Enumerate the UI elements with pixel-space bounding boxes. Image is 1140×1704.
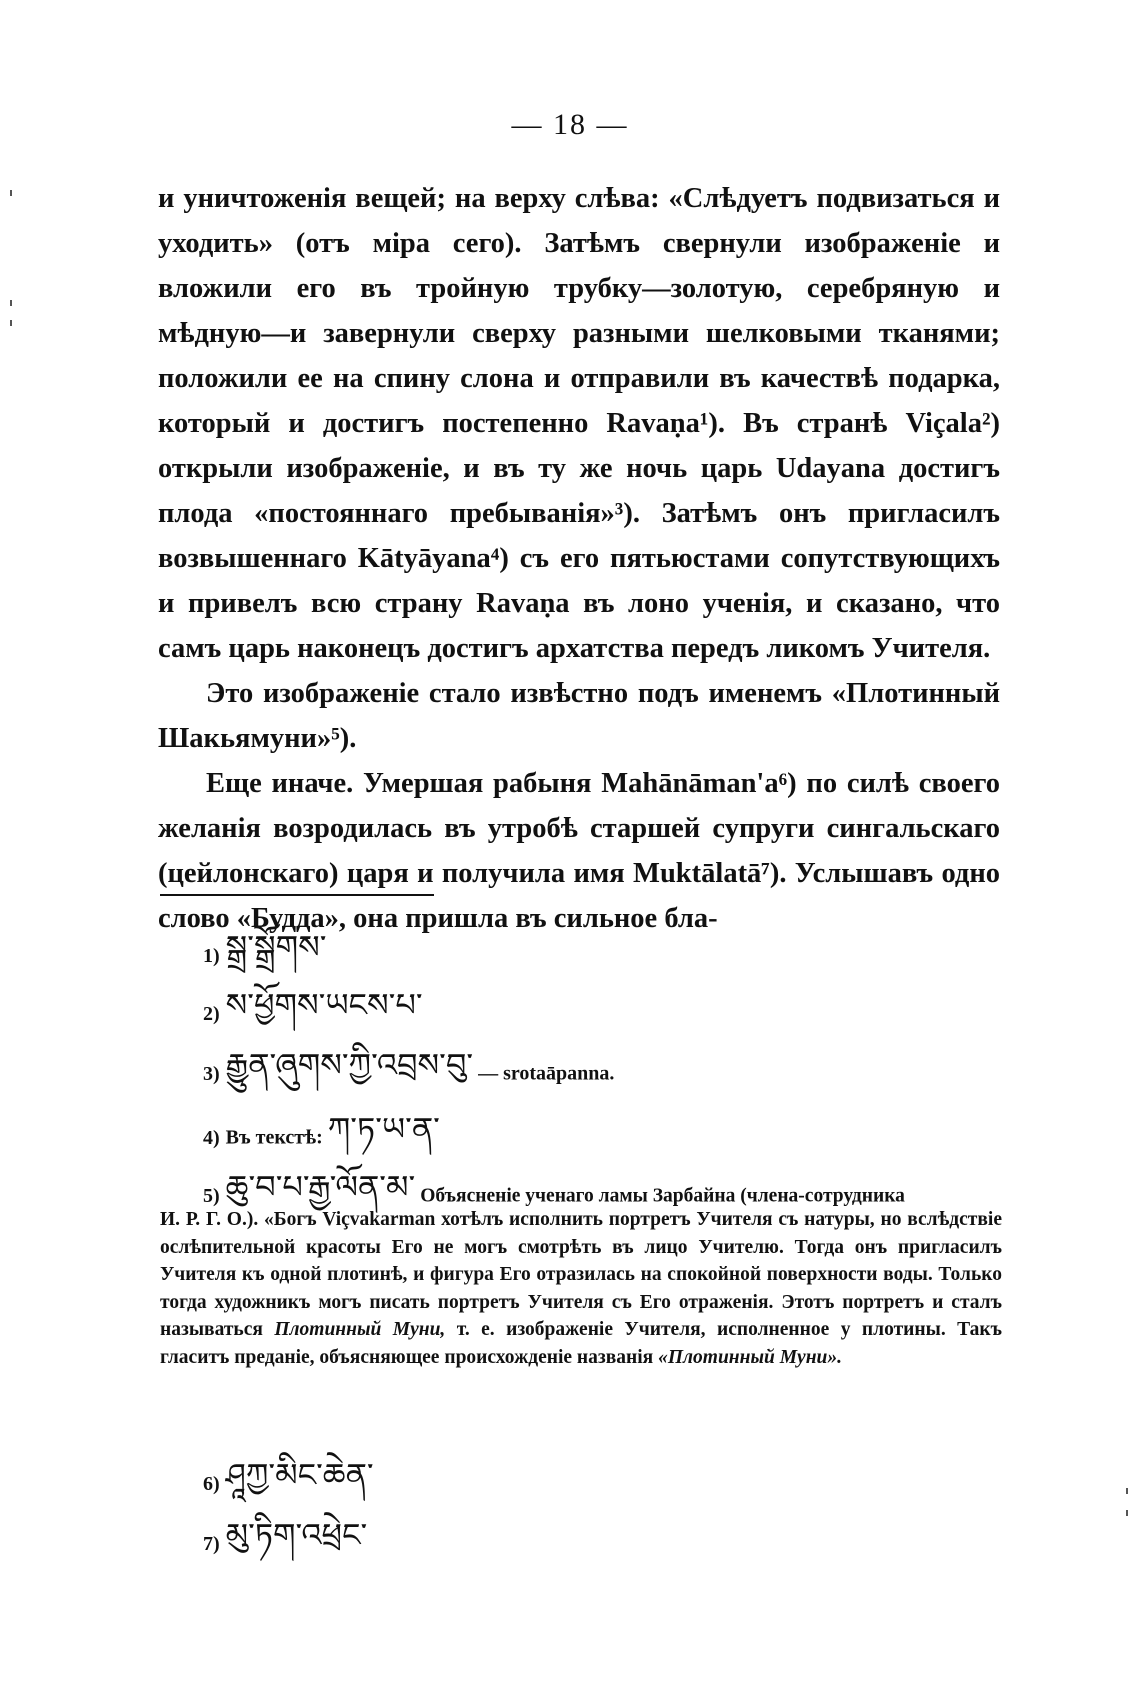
footnote-number: 2) bbox=[203, 1002, 220, 1025]
footnote-divider bbox=[160, 894, 434, 896]
footnote-number: 7) bbox=[203, 1532, 220, 1555]
footnote-5-body bbox=[160, 1206, 1002, 1372]
footnote-lead: Объясненіе ученаго ламы Зарбайна (члена-сотрудника bbox=[420, 1185, 905, 1207]
main-text bbox=[158, 176, 1000, 941]
margin-mark bbox=[1126, 1488, 1128, 1494]
footnote-gloss: — srotaāpanna. bbox=[478, 1062, 615, 1085]
margin-mark bbox=[10, 190, 12, 196]
paragraph-1: и уничтоженія вещей; на верху слѣва: «Слѣдуетъ подвизаться и уходить» (отъ міра сего). Затѣмъ свернули изображеніе и вложили его въ тройную трубку—золотую, серебряную и мѣдную—и завернули сверху разными шелковыми тканями; положили ее на спину слона и отправили въ качествѣ подарка, который и достигъ постепенно Ravaṇa¹). Въ странѣ Viçala²) открыли изображеніе, и въ ту же ночь царь Udayana достигъ плода «постояннаго пребыванія»³). Затѣмъ онъ пригласилъ возвышеннаго Kātyāyana⁴) съ его пятьюстами сопутствующихъ и привелъ всю страну Ravaṇa въ лоно ученія, и сказано, что самъ царь наконецъ достигъ архатства передъ ликомъ Учителя. bbox=[158, 183, 1000, 664]
paragraph-3: Еще иначе. Умершая рабыня Mahānāman'a⁶) по силѣ своего желанія возродилась въ утробѣ старшей супруги сингальскаго (цейлонскаго) царя и получила имя Muktālatā⁷). Услышавъ одно слово «Будда», она пришла въ сильное бла- bbox=[158, 768, 1000, 934]
footnote-5-text-1: И. Р. Г. О.). «Богъ Viçvakarman хотѣлъ исполнить портретъ Учителя съ натуры, но вслѣдствіе ослѣпительной красоты Его не могъ смотрѣть въ лицо Учителю. Тогда онъ пригласилъ Учителя къ одной плотинѣ, и фигура Его отразилась на спокойной поверхности воды. Только тогда художникъ могъ писать портретъ Учителя съ Его отраженія. Этотъ портретъ и сталъ называться bbox=[160, 1209, 1002, 1341]
footnote-number: 3) bbox=[203, 1062, 220, 1085]
margin-mark bbox=[10, 300, 12, 306]
tibetan-text: རྒྱུན་ཞུགས་ཀྱི་འབྲས་བུ་ bbox=[225, 1046, 474, 1084]
tibetan-text: མུ་ཏིག་འཕྲེང་ bbox=[225, 1516, 368, 1554]
tibetan-text: ས་ཕྱོགས་ཡངས་པ་ bbox=[225, 986, 423, 1024]
tibetan-text: ཆུ་བ་པ་རྒྱ་ལོན་མ་ bbox=[225, 1168, 416, 1206]
paragraph-2: Это изображеніе стало извѣстно подъ именемъ «Плотинный Шакьямуни»⁵). bbox=[158, 678, 1000, 754]
footnote-7 bbox=[203, 1500, 367, 1590]
footnote-number: 1) bbox=[203, 944, 220, 967]
footnote-number: 6) bbox=[203, 1472, 220, 1495]
footnote-number: 5) bbox=[203, 1184, 220, 1207]
footnote-5-text-2: т. е. изображеніе Учителя, исполненное у плотины. Такъ гласитъ преданіе, объясняющее происхожденіе названія bbox=[160, 1319, 1003, 1368]
footnote-5-italic-1: Плотинный Муни, bbox=[274, 1319, 446, 1341]
page-number: — 18 — bbox=[511, 108, 629, 141]
footnote-number: 4) bbox=[203, 1126, 220, 1149]
footnote-5-italic-2: «Плотинный Муни». bbox=[658, 1346, 842, 1368]
tibetan-text: ཀ་ཏ་ཡ་ན་ bbox=[327, 1110, 440, 1148]
tibetan-text: སྒྲ་སྒྲོགས་ bbox=[225, 928, 327, 966]
tibetan-text: ཤཱཀྱ་མིང་ཆེན་ bbox=[225, 1456, 374, 1494]
margin-mark bbox=[10, 320, 12, 326]
margin-mark bbox=[1126, 1510, 1128, 1516]
footnote-prefix: Въ текстѣ: bbox=[225, 1126, 323, 1149]
